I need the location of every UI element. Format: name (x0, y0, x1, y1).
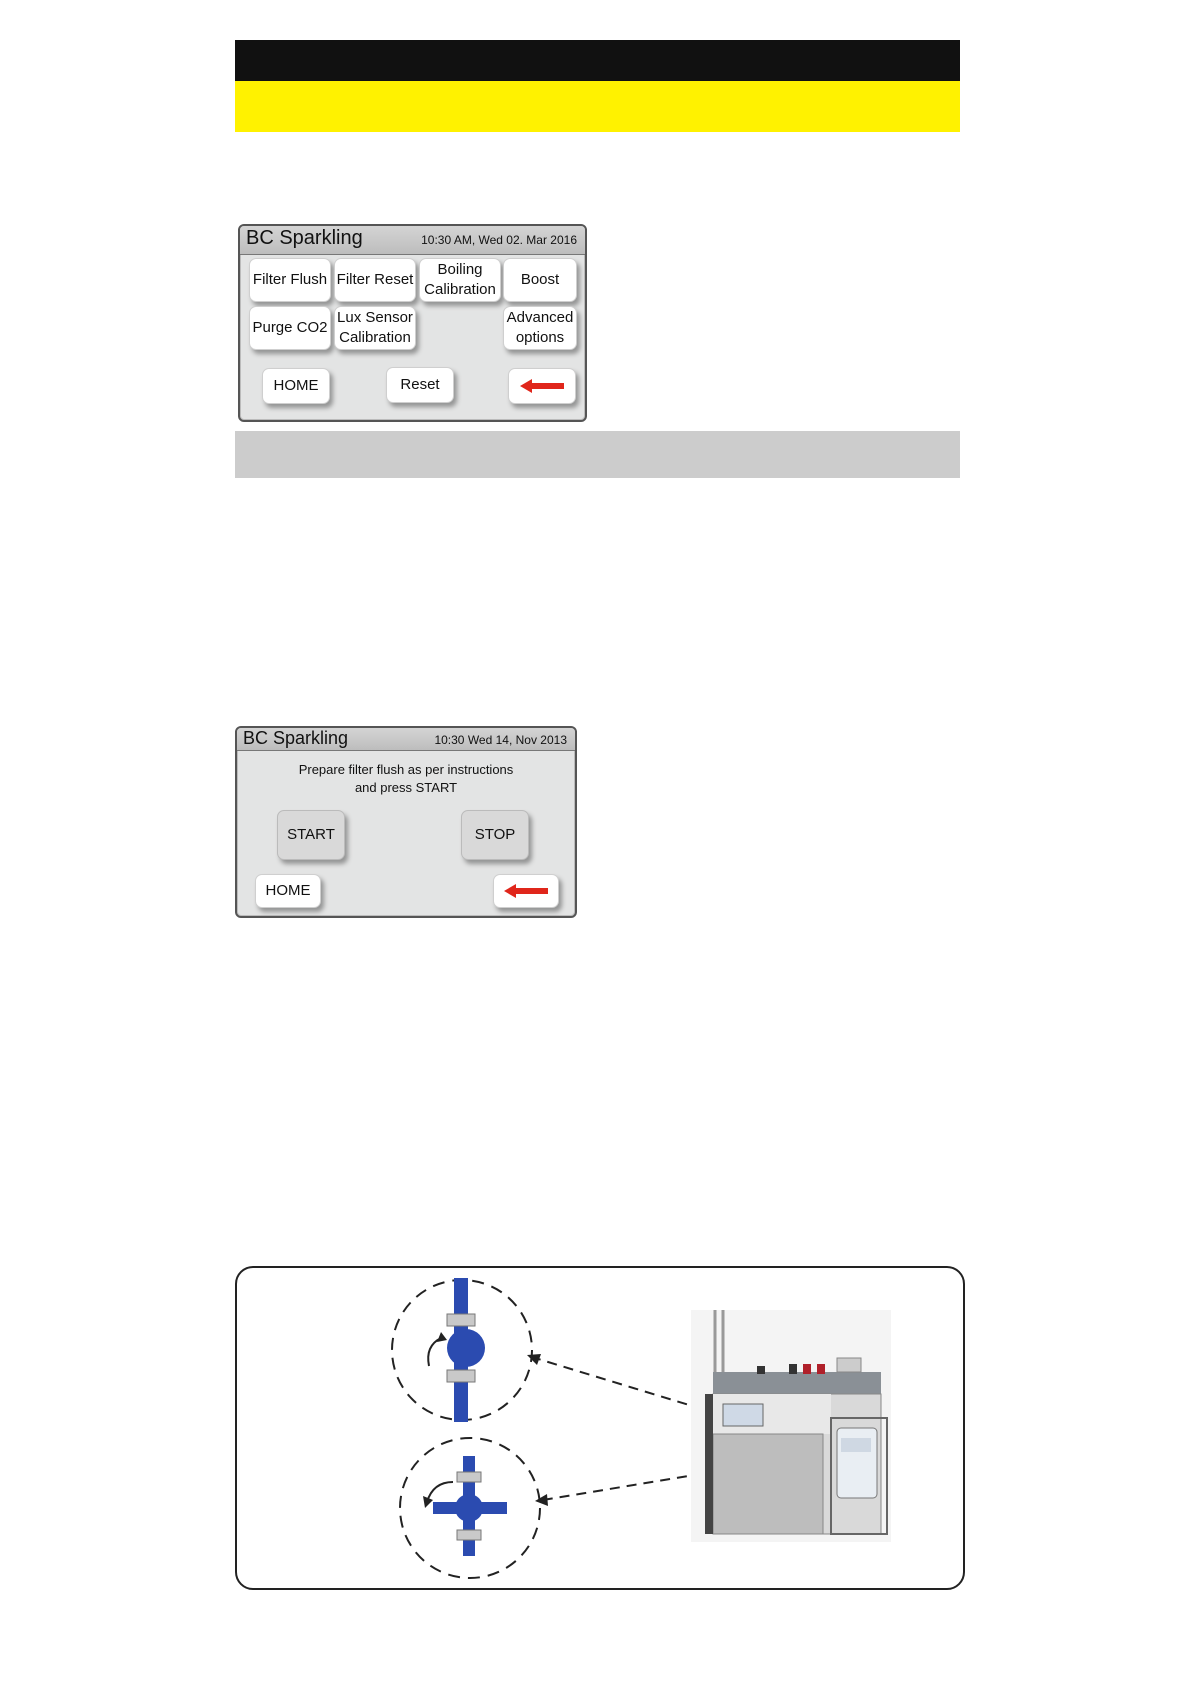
back-arrow-icon (504, 884, 548, 898)
screen-title: BC Sparkling (246, 227, 363, 249)
section-divider-bar (235, 431, 960, 478)
advanced-options-button[interactable]: Advanced options (503, 306, 577, 350)
section-header-bar (235, 40, 960, 81)
screen-datetime: 10:30 AM, Wed 02. Mar 2016 (421, 233, 577, 247)
filter-flush-screen (235, 726, 577, 918)
reset-button[interactable]: Reset (386, 367, 454, 403)
stop-button[interactable]: STOP (461, 810, 529, 860)
screen-header (240, 226, 585, 255)
home-button[interactable]: HOME (255, 874, 321, 908)
lux-sensor-calibration-button[interactable]: Lux Sensor Calibration (334, 306, 416, 350)
screen-title: BC Sparkling (243, 728, 349, 748)
start-button[interactable]: START (277, 810, 345, 860)
valve-diagram (235, 1266, 965, 1590)
screen-header (237, 728, 575, 751)
boost-button[interactable]: Boost (503, 258, 577, 302)
sparkling-water-unit-illustration (691, 1310, 891, 1542)
purge-co2-button[interactable]: Purge CO2 (249, 306, 331, 350)
filter-reset-button[interactable]: Filter Reset (334, 258, 416, 302)
filter-flush-button[interactable]: Filter Flush (249, 258, 331, 302)
valve-diagram-svg (237, 1268, 963, 1588)
valve-closed-icon (400, 1438, 540, 1578)
screen-datetime: 10:30 Wed 14, Nov 2013 (434, 733, 567, 747)
valve-open-icon (392, 1278, 532, 1422)
instruction-message: Prepare filter flush as per instructions and press START (298, 762, 514, 795)
boiling-calibration-button[interactable]: Boiling Calibration (419, 258, 501, 302)
home-button[interactable]: HOME (262, 368, 330, 404)
section-subheader-bar (235, 81, 960, 132)
back-button[interactable] (508, 368, 576, 404)
settings-menu-screen (238, 224, 587, 422)
back-button[interactable] (493, 874, 559, 908)
back-arrow-icon (520, 379, 564, 393)
